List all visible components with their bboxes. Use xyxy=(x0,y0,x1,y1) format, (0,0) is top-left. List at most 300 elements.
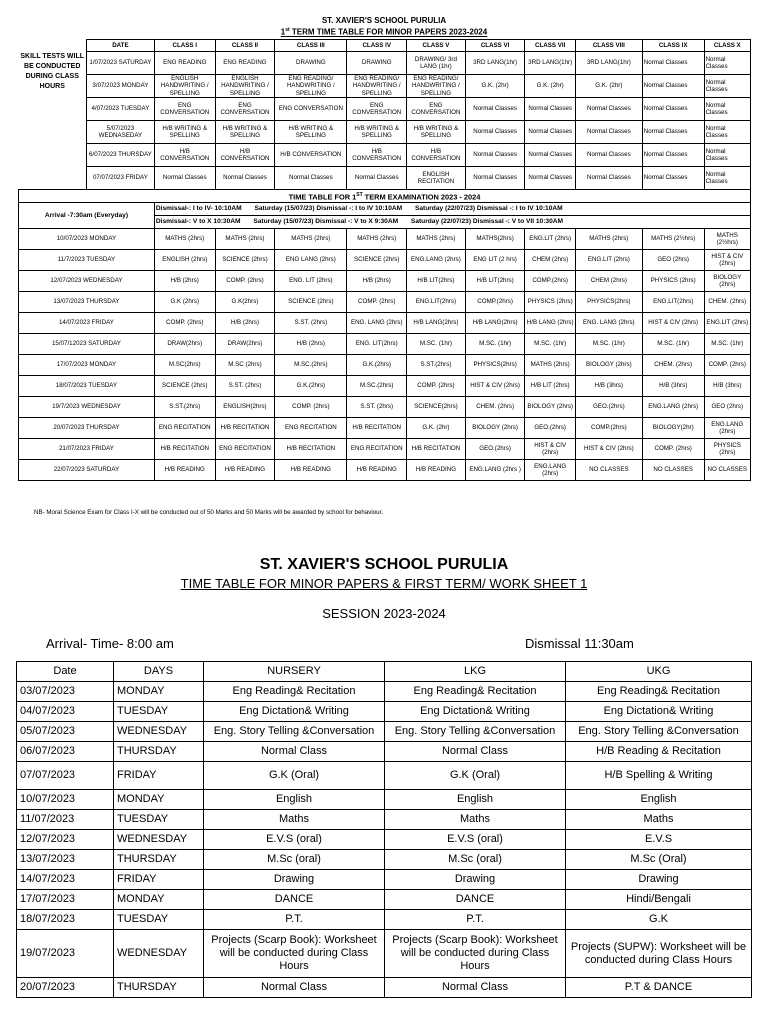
table-cell: H/B RECITATION xyxy=(275,439,347,460)
table-cell: E.V.S (oral) xyxy=(385,830,566,850)
table-cell: H/B CONVERSATION xyxy=(154,144,215,167)
table-cell: H/B (2hrs) xyxy=(154,271,215,292)
table-cell: Eng Reading& Recitation xyxy=(566,682,752,702)
date-cell: 06/07/2023 xyxy=(17,742,114,762)
table-cell: H/B LIT (2hrs) xyxy=(525,376,575,397)
table-cell: M.SC. (1hr) xyxy=(575,334,642,355)
table-cell: M.SC. (1hr) xyxy=(642,334,704,355)
date-cell: 12/07/2023 WEDNESDAY xyxy=(19,271,155,292)
table-cell: Normal Classes xyxy=(704,75,750,98)
table-cell: P.T. xyxy=(204,910,385,930)
table-row xyxy=(19,292,751,313)
table-row xyxy=(17,702,752,722)
table-cell: H/B RECITATION xyxy=(154,439,215,460)
table-cell: PHYSICS (2hrs) xyxy=(704,439,750,460)
table-cell: G.K. (2hr) xyxy=(525,75,575,98)
table-cell: H/B CONVERSATION xyxy=(275,144,347,167)
table-cell: BIOLOGY (2hrs) xyxy=(525,397,575,418)
table-cell: H/B (2hrs) xyxy=(215,313,275,334)
date-cell: 3/07/2023 MONDAY xyxy=(86,75,154,98)
table-cell: DANCE xyxy=(385,890,566,910)
exam-title-row xyxy=(19,190,751,203)
table-cell: E.V.S xyxy=(566,830,752,850)
table-cell: NO CLASSES xyxy=(642,460,704,481)
table-cell: COMP. (2hrs) xyxy=(347,292,407,313)
table-cell: English xyxy=(566,790,752,810)
table-cell: Normal Classes xyxy=(525,121,575,144)
table-cell: H/B (2hrs) xyxy=(275,334,347,355)
table-row xyxy=(19,98,751,121)
table-cell: E.V.S (oral) xyxy=(204,830,385,850)
table-row xyxy=(19,144,751,167)
table-row xyxy=(17,682,752,702)
date-cell: 22/07/2023 SATURDAY xyxy=(19,460,155,481)
table-cell: Normal Class xyxy=(385,978,566,998)
table-row xyxy=(19,250,751,271)
table-row xyxy=(19,334,751,355)
table-cell: COMP.(2hrs) xyxy=(575,418,642,439)
table-cell: ENG.LIT (2hrs) xyxy=(704,313,750,334)
day-cell: TUESDAY xyxy=(114,910,204,930)
table-cell: Normal Class xyxy=(204,742,385,762)
table-cell: Eng Reading& Recitation xyxy=(385,682,566,702)
session: SESSION 2023-2024 xyxy=(322,606,446,621)
table-cell: COMP. (2hrs) xyxy=(154,313,215,334)
table-cell: Normal Classes xyxy=(704,144,750,167)
date-cell: 4/07/2023 TUESDAY xyxy=(86,98,154,121)
table-cell: ENG.LANG (2hrs) xyxy=(525,460,575,481)
day-cell: MONDAY xyxy=(114,890,204,910)
table-cell: H/B READING xyxy=(347,460,407,481)
table-cell: 3RD LANG(1hr) xyxy=(525,52,575,75)
table-cell: ENG RECITATION xyxy=(154,418,215,439)
table-cell: G.K.(2hrs) xyxy=(347,355,407,376)
table-cell: H/B RECITATION xyxy=(407,439,466,460)
table-cell: Normal Classes xyxy=(465,121,525,144)
table-row xyxy=(19,460,751,481)
table-cell: Normal Classes xyxy=(642,52,704,75)
day-cell: WEDNESDAY xyxy=(114,830,204,850)
table-cell: ENG LIT (2 hrs) xyxy=(465,250,525,271)
table-cell: HIST & CIV (2hrs) xyxy=(465,376,525,397)
table-cell: G.K (Oral) xyxy=(204,762,385,790)
table-cell: PHYSICS (2hrs) xyxy=(525,292,575,313)
column-header: DATE xyxy=(86,40,154,52)
date-cell: 04/07/2023 xyxy=(17,702,114,722)
date-cell: 15/07/12023 SATURDAY xyxy=(19,334,155,355)
table-cell: G.K. (2hr) xyxy=(575,75,642,98)
table-cell: CHEM (2hrs) xyxy=(575,271,642,292)
table-cell: H/B READING xyxy=(407,460,466,481)
table-cell: ENG.LIT(2hrs) xyxy=(407,292,466,313)
table-cell: ENG. LIT(2hrs) xyxy=(347,334,407,355)
table-cell: ENGLISH HANDWRITING / SPELLING xyxy=(215,75,275,98)
table-cell: M.Sc (oral) xyxy=(385,850,566,870)
table-cell: Normal Classes xyxy=(465,98,525,121)
table-cell: H/B WRITING & SPELLING xyxy=(275,121,347,144)
upper-title: ST. XAVIER'S SCHOOL PURULIA xyxy=(321,16,447,25)
table-cell: Maths xyxy=(204,810,385,830)
table-row xyxy=(17,722,752,742)
table-cell: H/B Reading & Recitation xyxy=(566,742,752,762)
table-cell: H/B READING xyxy=(215,460,275,481)
table-cell: ENG READING/ HANDWRITING / SPELLING xyxy=(347,75,407,98)
table-cell: ENG CONVERSATION xyxy=(275,98,347,121)
table-cell: H/B (3hrs) xyxy=(575,376,642,397)
table-cell: English xyxy=(204,790,385,810)
table-cell: MATHS (2hrs) xyxy=(347,229,407,250)
table-row xyxy=(19,376,751,397)
table-cell: H/B CONVERSATION xyxy=(215,144,275,167)
table-cell: ENG.LANG (2hrs) xyxy=(407,250,466,271)
table-cell: Normal Classes xyxy=(575,167,642,190)
table-cell: H/B WRITING & SPELLING xyxy=(407,121,466,144)
table-cell: BIOLOGY (2hrs) xyxy=(704,271,750,292)
day-cell: TUESDAY xyxy=(114,810,204,830)
date-cell: 19/07/2023 xyxy=(17,930,114,978)
table-cell: COMP. (2hrs) xyxy=(704,355,750,376)
table-cell: Drawing xyxy=(204,870,385,890)
day-cell: FRIDAY xyxy=(114,762,204,790)
table-cell: ENG.LANG (2hrs) xyxy=(642,397,704,418)
day-cell: THURSDAY xyxy=(114,978,204,998)
table-cell: H/B LANG (2hrs) xyxy=(525,313,575,334)
arrival-time: Arrival -7:30am (Everyday) xyxy=(19,203,155,229)
table-cell: DRAWING xyxy=(347,52,407,75)
upper-subtitle: 1st TERM TIME TABLE FOR MINOR PAPERS 2023-2024 xyxy=(280,27,488,37)
table-cell: Projects (Scarp Book): Worksheet will be conducted during Class Hours xyxy=(385,930,566,978)
table-cell: Eng Dictation& Writing xyxy=(204,702,385,722)
table-cell: SCIENCE (2hrs) xyxy=(347,250,407,271)
table-cell: ENG. LIT (2hrs) xyxy=(275,271,347,292)
table-cell: Normal Classes xyxy=(575,121,642,144)
table-cell: MATHS (2hrs) xyxy=(575,229,642,250)
day-cell: MONDAY xyxy=(114,682,204,702)
table-row xyxy=(17,762,752,790)
day-cell: THURSDAY xyxy=(114,742,204,762)
table-cell: DRAWING/ 3rd LANG (1hr) xyxy=(407,52,466,75)
table-row xyxy=(17,910,752,930)
day-cell: THURSDAY xyxy=(114,850,204,870)
table-cell: Eng. Story Telling &Conversation xyxy=(566,722,752,742)
date-cell: 18/07/2023 TUESDAY xyxy=(19,376,155,397)
column-header: NURSERY xyxy=(204,662,385,682)
table-cell: S.ST.(2hrs) xyxy=(154,397,215,418)
lower-subtitle: TIME TABLE FOR MINOR PAPERS & FIRST TERM/ WORK SHEET 1 xyxy=(180,576,588,591)
lower-arrival: Arrival- Time- 8:00 am xyxy=(46,636,174,651)
table-cell: H/B LANG(2hrs) xyxy=(407,313,466,334)
table-cell: CHEM. (2hrs) xyxy=(642,355,704,376)
table-cell: MATHS (2hrs) xyxy=(525,355,575,376)
table-cell: S.ST.(2hrs) xyxy=(407,355,466,376)
table-cell: SCIENCE (2hrs) xyxy=(215,250,275,271)
table-cell: Normal Classes xyxy=(704,167,750,190)
minor-header-row xyxy=(19,40,751,52)
table-cell: ENG CONVERSATION xyxy=(154,98,215,121)
table-cell: COMP. (2hrs) xyxy=(407,376,466,397)
table-row xyxy=(17,742,752,762)
table-cell: H/B LIT(2hrs) xyxy=(465,271,525,292)
table-cell: ENG. LANG (2hrs) xyxy=(347,313,407,334)
table-cell: H/B (3hrs) xyxy=(642,376,704,397)
table-cell: Normal Classes xyxy=(154,167,215,190)
table-cell: ENG.LIT (2hrs) xyxy=(525,229,575,250)
table-cell: G.K (Oral) xyxy=(385,762,566,790)
table-row xyxy=(17,930,752,978)
table-cell: ENG LANG (2hrs) xyxy=(275,250,347,271)
table-cell: Normal Classes xyxy=(642,167,704,190)
table-cell: GEO.(2hrs) xyxy=(575,397,642,418)
date-cell: 19/7/2023 WEDNESDAY xyxy=(19,397,155,418)
table-row xyxy=(19,418,751,439)
table-cell: Normal Classes xyxy=(575,98,642,121)
table-row xyxy=(17,790,752,810)
table-row xyxy=(17,870,752,890)
table-cell: S.ST. (2hrs) xyxy=(275,313,347,334)
table-cell: Normal Classes xyxy=(525,144,575,167)
table-cell: ENG READING xyxy=(154,52,215,75)
column-header: CLASS VII xyxy=(525,40,575,52)
table-cell: M.Sc (oral) xyxy=(204,850,385,870)
date-cell: 5/07/2023 WEDNASEDAY xyxy=(86,121,154,144)
table-row xyxy=(17,978,752,998)
table-cell: Projects (SUPW): Worksheet will be conducted during Class Hours xyxy=(566,930,752,978)
table-cell: Hindi/Bengali xyxy=(566,890,752,910)
date-cell: 13/07/2023 THURSDAY xyxy=(19,292,155,313)
table-cell: H/B RECITATION xyxy=(347,418,407,439)
table-cell: GEO.(2hrs) xyxy=(525,418,575,439)
date-cell: 20/07/2023 xyxy=(17,978,114,998)
table-row xyxy=(19,52,751,75)
table-cell: MATHS(2hrs) xyxy=(465,229,525,250)
table-cell: BIOLOGY(2hr) xyxy=(642,418,704,439)
table-row xyxy=(19,121,751,144)
day-cell: MONDAY xyxy=(114,790,204,810)
table-cell: ENG RECITATION xyxy=(275,418,347,439)
table-cell: M.SC (2hrs) xyxy=(215,355,275,376)
column-header: CLASS II xyxy=(215,40,275,52)
table-cell: M.SC. (1hr) xyxy=(407,334,466,355)
table-row xyxy=(19,313,751,334)
table-cell: MATHS (2hrs) xyxy=(275,229,347,250)
table-cell: NO CLASSES xyxy=(575,460,642,481)
date-cell: 18/07/2023 xyxy=(17,910,114,930)
table-cell: Normal Classes xyxy=(642,121,704,144)
table-cell: H/B RECITATION xyxy=(215,418,275,439)
table-cell: ENG CONVERSATION xyxy=(215,98,275,121)
table-cell: M.SC. (1hr) xyxy=(465,334,525,355)
table-cell: H/B WRITING & SPELLING xyxy=(154,121,215,144)
date-cell: 17/07/2023 xyxy=(17,890,114,910)
column-header: CLASS V xyxy=(407,40,466,52)
lower-title: ST. XAVIER'S SCHOOL PURULIA xyxy=(259,556,509,573)
table-cell: H/B LANG(2hrs) xyxy=(465,313,525,334)
column-header: CLASS I xyxy=(154,40,215,52)
column-header: CLASS VI xyxy=(465,40,525,52)
table-cell: M.SC.(2hrs) xyxy=(275,355,347,376)
table-cell: COMP. (2hrs) xyxy=(642,439,704,460)
table-cell: ENG.LANG (2hrs ) xyxy=(465,460,525,481)
table-cell: 3RD LANG(1hr) xyxy=(465,52,525,75)
table-cell: Normal Classes xyxy=(465,167,525,190)
date-cell: 21/07/2023 FRIDAY xyxy=(19,439,155,460)
table-cell: Eng Dictation& Writing xyxy=(385,702,566,722)
table-cell: CHEM (2hrs) xyxy=(525,250,575,271)
table-cell: Normal Classes xyxy=(642,144,704,167)
column-header: CLASS III xyxy=(275,40,347,52)
table-cell: NO CLASSES xyxy=(704,460,750,481)
table-cell: P.T & DANCE xyxy=(566,978,752,998)
table-cell: M.SC. (1hr) xyxy=(704,334,750,355)
table-cell: GEO (2hrs) xyxy=(704,397,750,418)
table-cell: SCIENCE (2hrs) xyxy=(275,292,347,313)
table-cell: COMP. (2hrs) xyxy=(215,271,275,292)
table-cell: S.ST. (2hrs) xyxy=(215,376,275,397)
dismissal-2: Dismissal-: V to X 10:30AM Saturday (15/07/23) Dismissal -: V to X 9:30AM Saturday (22/07/23) Dismissal -: V to VII 10:30AM xyxy=(154,216,750,229)
table-cell: Normal Classes xyxy=(704,52,750,75)
table-cell: P.T. xyxy=(385,910,566,930)
date-cell: 20/07/2023 THURSDAY xyxy=(19,418,155,439)
table-cell: GEO (2hrs) xyxy=(642,250,704,271)
table-cell: DRAW(2hrs) xyxy=(154,334,215,355)
table-cell: M.SC. (1hr) xyxy=(525,334,575,355)
table-cell: Eng. Story Telling &Conversation xyxy=(204,722,385,742)
table-cell: COMP. (2hrs) xyxy=(275,397,347,418)
table-cell: BIOLOGY (2hrs) xyxy=(575,355,642,376)
table-cell: DRAWING xyxy=(275,52,347,75)
dismissal-row-1 xyxy=(19,203,751,216)
table-cell: ENG RECITATION xyxy=(347,439,407,460)
table-cell: Normal Class xyxy=(204,978,385,998)
table-cell: H/B CONVERSATION xyxy=(407,144,466,167)
table-cell: CHEM. (2hrs) xyxy=(704,292,750,313)
skill-test-note: SKILL TESTS WILL BE CONDUCTED DURING CLASS HOURS xyxy=(19,52,87,190)
table-cell: H/B READING xyxy=(154,460,215,481)
table-cell: Normal Classes xyxy=(704,121,750,144)
day-cell: FRIDAY xyxy=(114,870,204,890)
date-cell: 12/07/2023 xyxy=(17,830,114,850)
table-cell: Normal Class xyxy=(385,742,566,762)
table-cell: HIST & CIV (2hrs) xyxy=(575,439,642,460)
table-cell: Eng. Story Telling &Conversation xyxy=(385,722,566,742)
table-cell: Normal Classes xyxy=(525,98,575,121)
table-cell: HIST & CIV (2hrs) xyxy=(642,313,704,334)
column-header: CLASS IX xyxy=(642,40,704,52)
table-cell: MATHS (2½hrs) xyxy=(704,229,750,250)
table-cell: Projects (Scarp Book): Worksheet will be conducted during Class Hours xyxy=(204,930,385,978)
table-cell: H/B CONVERSATION xyxy=(347,144,407,167)
table-cell: G.K (2hrs) xyxy=(154,292,215,313)
table-cell: ENGLISH(2hrs) xyxy=(215,397,275,418)
table-cell: H/B Spelling & Writing xyxy=(566,762,752,790)
day-cell: WEDNESDAY xyxy=(114,722,204,742)
table-cell: ENG READING/ HANDWRITING / SPELLING xyxy=(275,75,347,98)
table-cell: Normal Classes xyxy=(525,167,575,190)
table-cell: G.K(2hrs) xyxy=(215,292,275,313)
date-cell: 03/07/2023 xyxy=(17,682,114,702)
table-cell: DANCE xyxy=(204,890,385,910)
column-header: CLASS IV xyxy=(347,40,407,52)
date-cell: 11/07/2023 xyxy=(17,810,114,830)
table-cell: ENGLISH (2hrs) xyxy=(154,250,215,271)
table-cell: GEO.(2hrs) xyxy=(465,439,525,460)
table-cell: HIST & CIV (2hrs) xyxy=(525,439,575,460)
table-cell: Normal Classes xyxy=(215,167,275,190)
table-cell: MATHS (2hrs) xyxy=(154,229,215,250)
table-cell: ENG.LIT (2hrs) xyxy=(575,250,642,271)
date-cell: 05/07/2023 xyxy=(17,722,114,742)
table-row xyxy=(17,810,752,830)
table-cell: Normal Classes xyxy=(642,98,704,121)
date-cell: 14/07/2023 xyxy=(17,870,114,890)
table-cell: H/B LIT(2hrs) xyxy=(407,271,466,292)
table-cell: Normal Classes xyxy=(575,144,642,167)
table-cell: Normal Classes xyxy=(275,167,347,190)
table-cell: Normal Classes xyxy=(465,144,525,167)
table-cell: G.K. (2hr) xyxy=(407,418,466,439)
table-cell: English xyxy=(385,790,566,810)
table-cell: Drawing xyxy=(566,870,752,890)
table-cell: Maths xyxy=(566,810,752,830)
lower-dismissal: Dismissal 11:30am xyxy=(525,636,634,651)
date-cell: 07/07/2023 xyxy=(17,762,114,790)
nb-note: NB- Moral Science Exam for Class I-X will be conducted out of 50 Marks and 50 Marks will be awarded by school for behaviour. xyxy=(34,509,384,516)
table-cell: HIST & CIV (2hrs) xyxy=(704,250,750,271)
table-cell: M.SC(2hrs) xyxy=(154,355,215,376)
table-cell: Eng Dictation& Writing xyxy=(566,702,752,722)
table-cell: COMP.(2hrs) xyxy=(465,292,525,313)
table-cell: M.SC.(2hrs) xyxy=(347,376,407,397)
table-cell: ENG CONVERSATION xyxy=(407,98,466,121)
table-cell: PHYSICS (2hrs) xyxy=(642,271,704,292)
table-cell: Normal Classes xyxy=(347,167,407,190)
date-cell: 1/07/2023 SATURDAY xyxy=(86,52,154,75)
table-row xyxy=(17,890,752,910)
table-cell: G.K.(2hrs) xyxy=(275,376,347,397)
table-cell: Normal Classes xyxy=(642,75,704,98)
table-cell: Maths xyxy=(385,810,566,830)
column-header: LKG xyxy=(385,662,566,682)
column-header: UKG xyxy=(566,662,752,682)
table-cell: S.ST. (2hrs) xyxy=(347,397,407,418)
table-cell: MATHS (2½hrs) xyxy=(642,229,704,250)
table-cell: ENG CONVERSATION xyxy=(347,98,407,121)
date-cell: 10/07/2023 xyxy=(17,790,114,810)
table-cell: ENG. LANG (2hrs) xyxy=(575,313,642,334)
table-cell: ENG.LIT(2hrs) xyxy=(642,292,704,313)
table-cell: ENG RECITATION xyxy=(215,439,275,460)
table-cell: MATHS (2hrs) xyxy=(215,229,275,250)
table-cell: ENGLISH RECITATION xyxy=(407,167,466,190)
table-cell: M.Sc (Oral) xyxy=(566,850,752,870)
column-header: CLASS X xyxy=(704,40,750,52)
table-cell: 3RD LANG(1hr) xyxy=(575,52,642,75)
table-cell: H/B (3hrs) xyxy=(704,376,750,397)
date-cell: 14/07/2023 FRIDAY xyxy=(19,313,155,334)
column-header: Date xyxy=(17,662,114,682)
table-row xyxy=(19,397,751,418)
table-cell: H/B WRITING & SPELLING xyxy=(215,121,275,144)
column-header: DAYS xyxy=(114,662,204,682)
table-cell: MATHS (2hrs) xyxy=(407,229,466,250)
table-cell: SCIENCE (2hrs) xyxy=(154,376,215,397)
lower-timetable xyxy=(16,661,752,998)
table-row xyxy=(19,167,751,190)
column-header: CLASS VIII xyxy=(575,40,642,52)
table-cell: G.K xyxy=(566,910,752,930)
dismissal-1: Dismissal-: I to IV- 10:10AM Saturday (15/07/23) Dismissal -: I to IV 10:10AM Saturday (22/07/23) Dismissal -: I to IV 10:10AM xyxy=(154,203,750,216)
table-cell: DRAW(2hrs) xyxy=(215,334,275,355)
